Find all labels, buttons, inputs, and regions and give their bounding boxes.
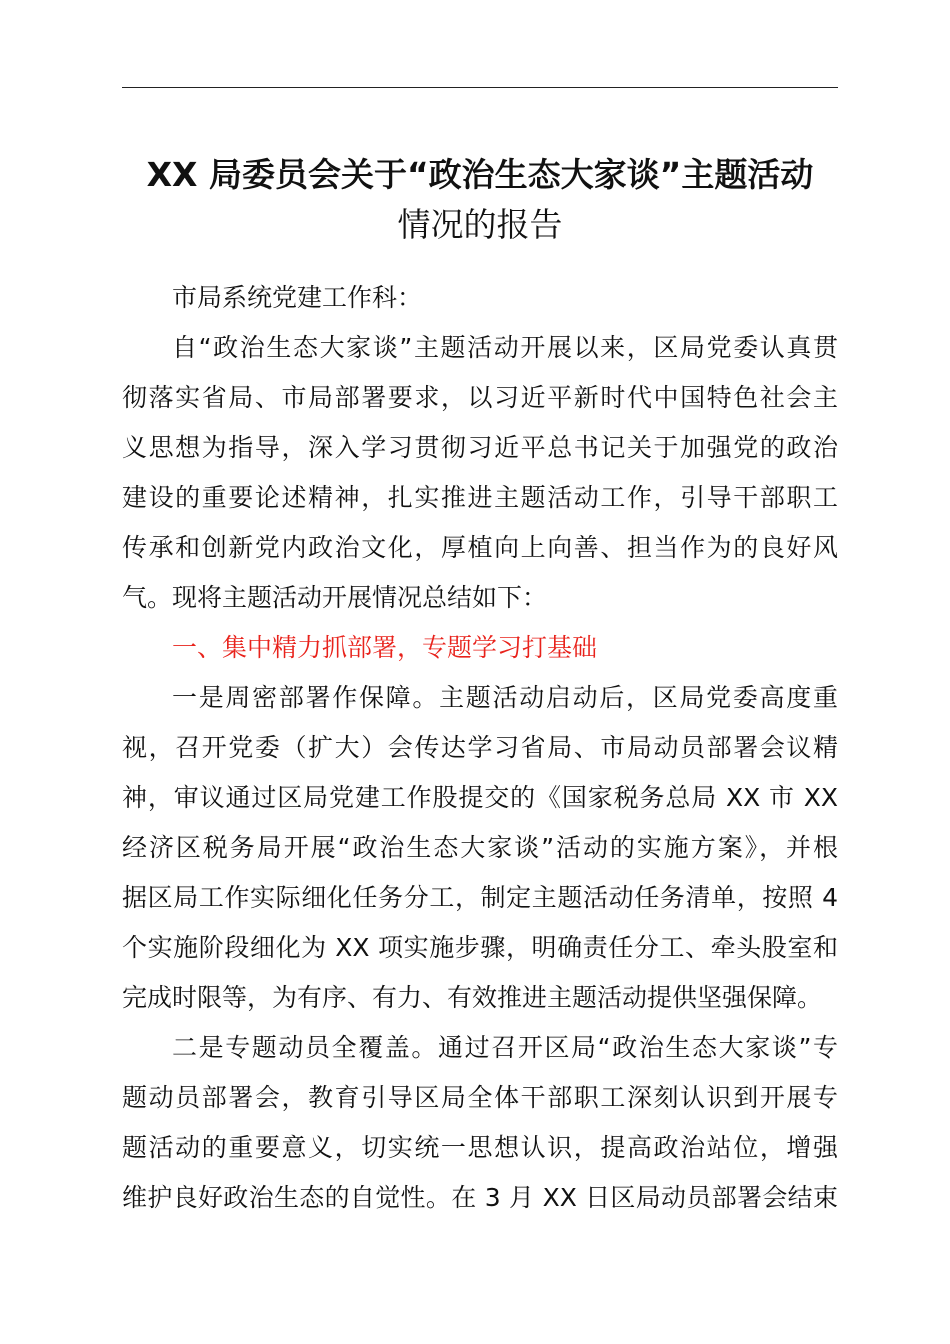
paragraph-line: 建设的重要论述精神，扎实推进主题活动工作，引导干部职工 xyxy=(122,483,838,512)
paragraph-mobilization xyxy=(122,1023,838,1223)
paragraph-line: 二是专题动员全覆盖。通过召开区局“政治生态大家谈”专 xyxy=(172,1033,838,1062)
section-heading: 一、集中精力抓部署，专题学习打基础 xyxy=(172,633,598,662)
paragraph-line: 义思想为指导，深入学习贯彻习近平总书记关于加强党的政治 xyxy=(122,433,838,462)
paragraph-line: 传承和创新党内政治文化，厚植向上向善、担当作为的良好风 xyxy=(122,533,838,562)
paragraph-line: 题活动的重要意义，切实统一思想认识，提高政治站位，增强 xyxy=(122,1133,838,1162)
title-line-1: XX 局委员会关于“政治生态大家谈”主题活动 xyxy=(146,155,814,194)
paragraph-line: 个实施阶段细化为 XX 项实施步骤，明确责任分工、牵头股室和 xyxy=(122,933,838,962)
document-body xyxy=(122,273,838,1223)
intro-paragraph xyxy=(122,323,838,623)
paragraph-line: 自“政治生态大家谈”主题活动开展以来，区局党委认真贯 xyxy=(172,333,838,362)
paragraph-line: 维护良好政治生态的自觉性。在 3 月 XX 日区局动员部署会结束 xyxy=(122,1183,838,1212)
paragraph-line: 据区局工作实际细化任务分工，制定主题活动任务清单，按照 4 xyxy=(122,883,838,912)
paragraph-line: 一是周密部署作保障。主题活动启动后，区局党委高度重 xyxy=(172,683,838,712)
paragraph-line: 经济区税务局开展“政治生态大家谈”活动的实施方案》，并根 xyxy=(122,833,838,862)
header-rule xyxy=(122,87,838,88)
paragraph-deployment xyxy=(122,673,838,1023)
document-title xyxy=(122,150,838,250)
salutation: 市局系统党建工作科： xyxy=(172,283,423,312)
paragraph-line: 视，召开党委（扩大）会传达学习省局、市局动员部署会议精 xyxy=(122,733,838,762)
paragraph-line: 完成时限等，为有序、有力、有效推进主题活动提供坚强保障。 xyxy=(122,983,823,1012)
paragraph-line: 题动员部署会，教育引导区局全体干部职工深刻认识到开展专 xyxy=(122,1083,838,1112)
paragraph-line: 彻落实省局、市局部署要求，以习近平新时代中国特色社会主 xyxy=(122,383,838,412)
paragraph-line: 神，审议通过区局党建工作股提交的《国家税务总局 XX 市 XX xyxy=(122,783,838,812)
title-line-2: 情况的报告 xyxy=(397,205,563,244)
paragraph-line: 气。现将主题活动开展情况总结如下： xyxy=(122,583,548,612)
